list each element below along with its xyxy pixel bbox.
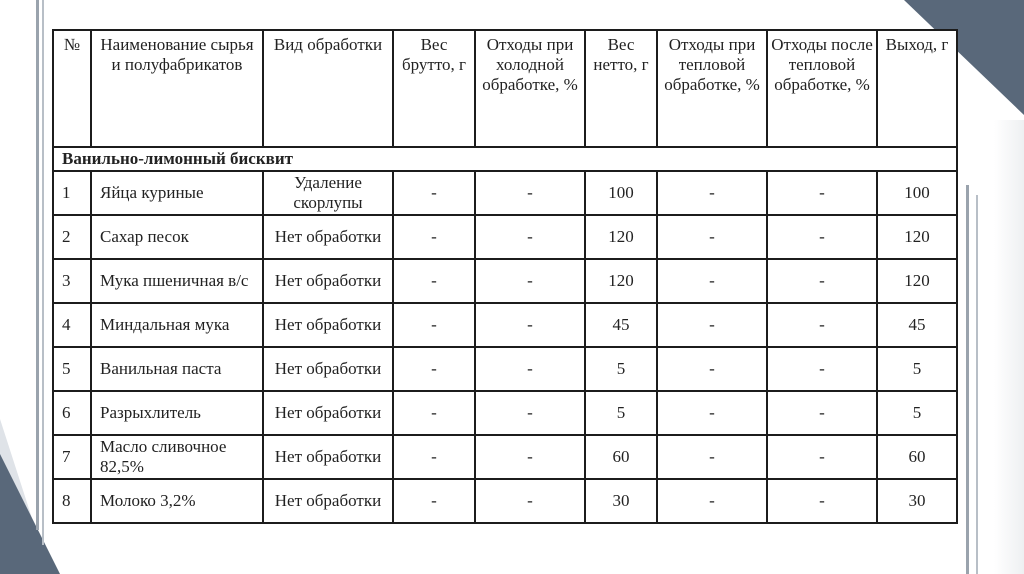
cell-num: 8 xyxy=(53,479,91,523)
cell-name: Мука пшеничная в/с xyxy=(91,259,263,303)
cell-after-heat-waste: - xyxy=(767,347,877,391)
decor-line-left xyxy=(36,0,39,530)
table-row xyxy=(53,347,957,391)
cell-yield: 120 xyxy=(877,259,957,303)
decor-line-right xyxy=(966,185,969,574)
section-row xyxy=(53,147,957,171)
cell-name: Масло сливочное 82,5% xyxy=(91,435,263,479)
cell-net: 5 xyxy=(585,391,657,435)
cell-after-heat-waste: - xyxy=(767,259,877,303)
cell-heat-waste: - xyxy=(657,215,767,259)
cell-gross: - xyxy=(393,303,475,347)
cell-processing: Нет обработки xyxy=(263,435,393,479)
cell-processing: Нет обработки xyxy=(263,391,393,435)
cell-heat-waste: - xyxy=(657,171,767,215)
cell-net: 30 xyxy=(585,479,657,523)
cell-net: 120 xyxy=(585,215,657,259)
cell-cold-waste: - xyxy=(475,479,585,523)
table-row xyxy=(53,435,957,479)
cell-num: 5 xyxy=(53,347,91,391)
cell-num: 4 xyxy=(53,303,91,347)
cell-heat-waste: - xyxy=(657,347,767,391)
cell-name: Ванильная паста xyxy=(91,347,263,391)
cell-name: Сахар песок xyxy=(91,215,263,259)
table-row xyxy=(53,215,957,259)
cell-processing: Нет обработки xyxy=(263,347,393,391)
cell-yield: 5 xyxy=(877,347,957,391)
cell-processing: Нет обработки xyxy=(263,479,393,523)
section-title: Ванильно-лимонный бисквит xyxy=(53,147,957,171)
cell-gross: - xyxy=(393,215,475,259)
table-row xyxy=(53,303,957,347)
recipe-table xyxy=(52,29,958,524)
cell-after-heat-waste: - xyxy=(767,171,877,215)
cell-after-heat-waste: - xyxy=(767,303,877,347)
cell-cold-waste: - xyxy=(475,259,585,303)
cell-net: 60 xyxy=(585,435,657,479)
cell-heat-waste: - xyxy=(657,259,767,303)
cell-yield: 120 xyxy=(877,215,957,259)
table-row xyxy=(53,391,957,435)
header-cold-waste: Отходы при холодной обработке, % xyxy=(475,30,585,147)
cell-heat-waste: - xyxy=(657,391,767,435)
cell-after-heat-waste: - xyxy=(767,215,877,259)
cell-yield: 30 xyxy=(877,479,957,523)
cell-num: 2 xyxy=(53,215,91,259)
header-name: Наименование сырья и полуфабрикатов xyxy=(91,30,263,147)
cell-name: Миндальная мука xyxy=(91,303,263,347)
cell-net: 45 xyxy=(585,303,657,347)
header-gross: Вес брутто, г xyxy=(393,30,475,147)
decor-line-right-2 xyxy=(976,195,978,574)
cell-after-heat-waste: - xyxy=(767,479,877,523)
cell-num: 3 xyxy=(53,259,91,303)
cell-after-heat-waste: - xyxy=(767,391,877,435)
header-processing: Вид обработки xyxy=(263,30,393,147)
table-row xyxy=(53,479,957,523)
cell-cold-waste: - xyxy=(475,391,585,435)
cell-cold-waste: - xyxy=(475,347,585,391)
cell-name: Молоко 3,2% xyxy=(91,479,263,523)
header-after-heat-waste: Отходы после тепловой обработке, % xyxy=(767,30,877,147)
header-net: Вес нетто, г xyxy=(585,30,657,147)
header-heat-waste: Отходы при тепловой обработке, % xyxy=(657,30,767,147)
cell-processing: Нет обработки xyxy=(263,215,393,259)
cell-processing: Нет обработки xyxy=(263,303,393,347)
header-yield: Выход, г xyxy=(877,30,957,147)
header-num: № xyxy=(53,30,91,147)
cell-processing: Удаление скорлупы xyxy=(263,171,393,215)
cell-heat-waste: - xyxy=(657,435,767,479)
cell-cold-waste: - xyxy=(475,435,585,479)
cell-name: Разрыхлитель xyxy=(91,391,263,435)
cell-gross: - xyxy=(393,479,475,523)
cell-gross: - xyxy=(393,391,475,435)
cell-gross: - xyxy=(393,435,475,479)
cell-cold-waste: - xyxy=(475,303,585,347)
cell-gross: - xyxy=(393,259,475,303)
cell-cold-waste: - xyxy=(475,171,585,215)
table-header-row xyxy=(53,30,957,147)
cell-gross: - xyxy=(393,171,475,215)
cell-name: Яйца куриные xyxy=(91,171,263,215)
cell-heat-waste: - xyxy=(657,303,767,347)
cell-net: 5 xyxy=(585,347,657,391)
cell-cold-waste: - xyxy=(475,215,585,259)
cell-net: 120 xyxy=(585,259,657,303)
cell-num: 1 xyxy=(53,171,91,215)
cell-yield: 60 xyxy=(877,435,957,479)
decor-corner-bottom-left xyxy=(0,454,60,574)
cell-after-heat-waste: - xyxy=(767,435,877,479)
decor-line-left-2 xyxy=(42,0,44,545)
cell-num: 6 xyxy=(53,391,91,435)
cell-yield: 100 xyxy=(877,171,957,215)
cell-heat-waste: - xyxy=(657,479,767,523)
table-row xyxy=(53,171,957,215)
cell-processing: Нет обработки xyxy=(263,259,393,303)
cell-num: 7 xyxy=(53,435,91,479)
table-row xyxy=(53,259,957,303)
cell-yield: 45 xyxy=(877,303,957,347)
recipe-table-container xyxy=(52,29,956,524)
cell-yield: 5 xyxy=(877,391,957,435)
cell-gross: - xyxy=(393,347,475,391)
decor-right-shade xyxy=(994,120,1024,574)
cell-net: 100 xyxy=(585,171,657,215)
